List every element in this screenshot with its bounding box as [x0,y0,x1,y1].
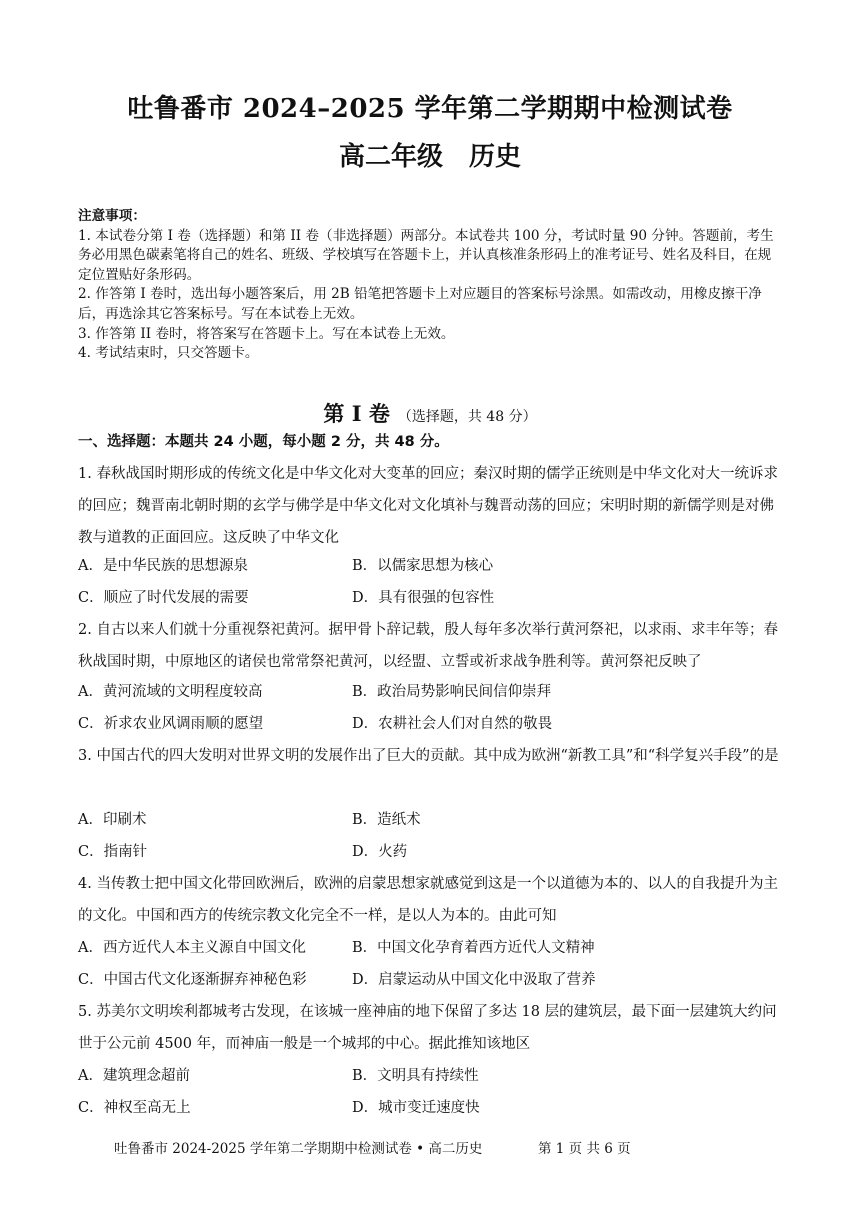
question-options [78,933,783,996]
option-d: D．农耕社会人们对自然的敬畏 [352,715,553,732]
option-a: A．西方近代人本主义源自中国文化 [78,940,306,956]
option-b: B．造纸术 [352,812,421,828]
option-b: B．中国文化孕育着西方近代人文精神 [352,940,595,956]
option-c: C．祈求农业风调雨顺的愿望 [78,715,264,732]
option-b: B．以儒家思想为核心 [352,558,494,574]
option-b: B．文明具有持续性 [352,1068,479,1084]
part-heading: 一、选择题：本题共 24 小题，每小题 2 分，共 48 分。 [78,434,449,450]
option-b: B．政治局势影响民间信仰崇拜 [352,684,552,700]
subject-label: 历史 [469,142,522,172]
exam-subtitle [0,136,860,173]
option-c: C．顺应了时代发展的需要 [78,589,249,606]
option-d: D．具有很强的包容性 [352,589,495,606]
option-a: A．黄河流域的文明程度较高 [78,684,263,700]
question-stem: 2. 自古以来人们就十分重视祭祀黄河。据甲骨卜辞记载，殷人每年多次举行黄河祭祀，以求雨、求丰年等；春秋战国时期，中原地区的诸侯也常常祭祀黄河，以经盟、立誓或祈求战争胜利等。黄河祭祀反映了 [78,622,778,670]
question-stem: 5. 苏美尔文明埃利都城考古发现，在该城一座神庙的地下保留了多达 18 层的建筑层，最下面一层建筑大约问世于公元前 4500 年，而神庙一般是一个城邦的中心。据此推知该地区 [78,1004,777,1052]
question-stem: 1. 春秋战国时期形成的传统文化是中华文化对大变革的回应；秦汉时期的儒学正统则是中华文化对大一统诉求的回应；魏晋南北朝时期的玄学与佛学是中华文化对文化填补与魏晋动荡的回应；宋明时期的新儒学则是对佛教与道教的正面回应。这反映了中华文化 [78,466,778,546]
note-item: 3. 作答第 II 卷时，将答案写在答题卡上。写在本试卷上无效。 [78,325,455,342]
question-options [78,551,783,614]
footer-page-number: 第 1 页 共 6 页 [538,1141,631,1157]
question-options [78,805,783,868]
option-a: A．印刷术 [78,812,147,828]
option-d: D．火药 [352,843,408,860]
option-d: D．启蒙运动从中国文化中汲取了营养 [352,971,596,988]
note-item: 4. 考试结束时，只交答题卡。 [78,345,259,362]
option-c: C．指南针 [78,843,148,860]
question-stem: 4. 当传教士把中国文化带回欧洲后，欧洲的启蒙思想家就感觉到这是一个以道德为本的、以人的自我提升为主的文化。中国和西方的传统宗教文化完全不一样，是以人为本的。由此可知 [78,876,778,924]
option-c: C．神权至高无上 [78,1099,191,1116]
grade-label: 高二年级 [338,142,443,172]
exam-title: 吐鲁番市 2024–2025 学年第二学期期中检测试卷 [127,94,733,124]
option-d: D．城市变迁速度快 [352,1099,480,1116]
notes-heading: 注意事项： [78,208,146,224]
section-title: 第 I 卷 [323,401,390,426]
section-heading [0,398,860,428]
note-item: 2. 作答第 I 卷时，选出每小题答案后，用 2B 铅笔把答题卡上对应题目的答案标号涂黑。如需改动，用橡皮擦干净后，再选涂其它答案标号。写在本试卷上无效。 [78,286,762,322]
section-note: （选择题，共 48 分） [397,409,537,425]
option-c: C．中国古代文化逐渐摒弃神秘色彩 [78,971,307,988]
option-a: A．建筑理念超前 [78,1068,190,1084]
option-a: A．是中华民族的思想源泉 [78,558,248,574]
notes-block [78,207,783,364]
question-options [78,677,783,740]
note-item: 1. 本试卷分第 I 卷（选择题）和第 II 卷（非选择题）两部分。本试卷共 100 分，考试时量 90 分钟。答题前，考生务必用黑色碳素笔将自己的姓名、班级、学校填写在答题卡上，并认真核准条形码上的准考证号、姓名及科目，在规定位置贴好条形码。 [78,227,774,283]
question-stem: 3. 中国古代的四大发明对世界文明的发展作出了巨大的贡献。其中成为欧洲“新教工具”和“科学复兴手段”的是 [78,748,779,764]
footer-exam-name: 吐鲁番市 2024-2025 学年第二学期期中检测试卷 • 高二历史 [114,1141,483,1157]
question-options [78,1061,783,1124]
